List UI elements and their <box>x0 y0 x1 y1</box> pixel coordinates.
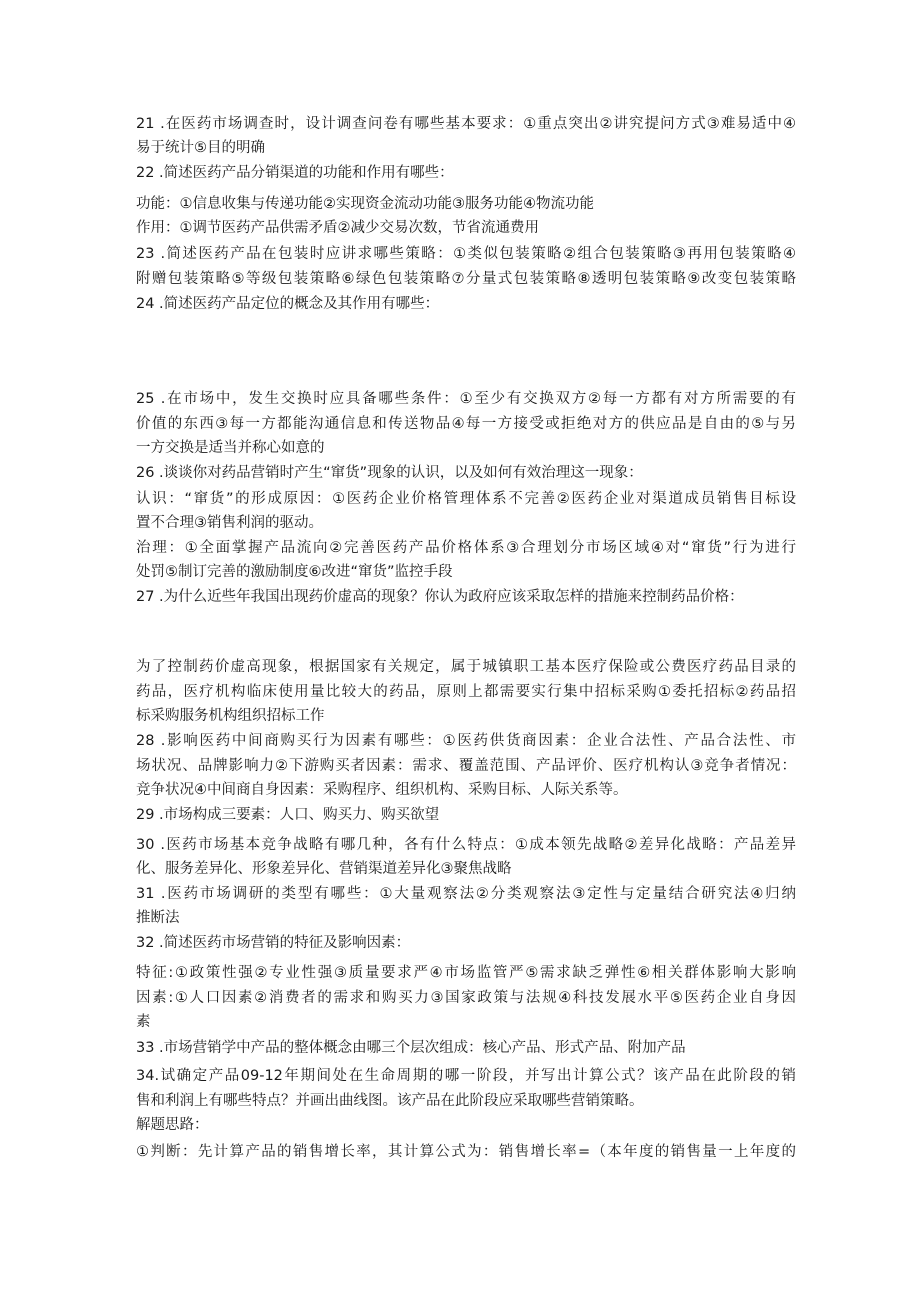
q28-line-2: 场状况、品牌影响力②下游购买者因素：需求、覆盖范围、产品评价、医疗机构认③竞争者情况： <box>136 758 796 774</box>
q22-heading: 22 .简述医药产品分销渠道的功能和作用有哪些： <box>136 165 454 181</box>
q34-line-1: 34.试确定产品09-12年期间处在生命周期的哪一阶段，并写出计算公式？该产品在此阶段的销 <box>136 1068 796 1084</box>
q27-answer-line-2: 药品，医疗机构临床使用量比较大的药品，原则上都需要实行集中招标采购①委托招标②药品招 <box>136 684 796 700</box>
q22-roles: 作用：①调节医药产品供需矛盾②减少交易次数，节省流通费用 <box>136 220 539 236</box>
solution-step-1: ①判断：先计算产品的销售增长率，其计算公式为：销售增长率=（本年度的销售量一上年度的 <box>136 1144 796 1160</box>
q25-line-1: 25 .在市场中，发生交换时应具备哪些条件：①至少有交换双方②每一方都有对方所需要的有 <box>136 391 796 407</box>
q31-line-1: 31 .医药市场调研的类型有哪些：①大量观察法②分类观察法③定性与定量结合研究法④归纳 <box>136 886 796 902</box>
q24-heading: 24 .简述医药产品定位的概念及其作用有哪些： <box>136 296 440 312</box>
q23-line-2: 附赠包装策略⑤等级包装策略⑥绿色包装策略⑦分量式包装策略⑧透明包装策略⑨改变包装策略 <box>136 271 796 287</box>
q26-heading: 26 .谈谈你对药品营销时产生“窜货”现象的认识，以及如何有效治理这一现象： <box>136 465 643 481</box>
q26-cause-line-1: 认识：“窜货”的形成原因：①医药企业价格管理体系不完善②医药企业对渠道成员销售目标设 <box>136 491 796 507</box>
q23-line-1: 23 .简述医药产品在包装时应讲求哪些策略：①类似包装策略②组合包装策略③再用包装策略④ <box>136 246 796 262</box>
q26-cause-line-2: 置不合理③销售利润的驱动。 <box>136 515 323 531</box>
q25-line-2: 价值的东西③每一方都能沟通信息和传送物品④每一方接受或拒绝对方的供应品是自由的⑤与另 <box>136 416 796 432</box>
q34-line-2: 售和利润上有哪些特点？并画出曲线图。该产品在此阶段应采取哪些营销策略。 <box>136 1093 644 1109</box>
q31-line-2: 推断法 <box>136 910 180 926</box>
q32-factors-line-1: 因素:①人口因素②消费者的需求和购买力③国家政策与法规④科技发展水平⑤医药企业自身因 <box>136 990 796 1006</box>
q29-line: 29 .市场构成三要素：人口、购买力、购买欲望 <box>136 807 440 823</box>
q26-governance-line-2: 处罚⑤制订完善的激励制度⑥改进“窜货”监控手段 <box>136 564 453 580</box>
q32-heading: 32 .简述医药市场营销的特征及影响因素： <box>136 935 411 951</box>
q27-answer-line-1: 为了控制药价虚高现象，根据国家有关规定，属于城镇职工基本医疗保险或公费医疗药品目录的 <box>136 659 796 675</box>
q32-factors-line-2: 素 <box>136 1014 151 1030</box>
q21-line-1: 21 .在医药市场调查时，设计调查问卷有哪些基本要求：①重点突出②讲究提问方式③难易适中④ <box>136 116 796 132</box>
q33-line: 33 .市场营销学中产品的整体概念由哪三个层次组成：核心产品、形式产品、附加产品 <box>136 1040 686 1056</box>
q27-answer-line-3: 标采购服务机构组织招标工作 <box>136 708 325 724</box>
q28-line-3: 竞争状况④中间商自身因素：采购程序、组织机构、采购目标、人际关系等。 <box>136 782 628 798</box>
solution-approach-label: 解题思路： <box>136 1117 209 1133</box>
q26-governance-line-1: 治理：①全面掌握产品流向②完善医药产品价格体系③合理划分市场区域④对“窜货”行为进行 <box>136 540 796 556</box>
q21-line-2: 易于统计⑤目的明确 <box>136 140 265 156</box>
q25-line-3: 一方交换是适当并称心如意的 <box>136 440 325 456</box>
q30-line-1: 30 .医药市场基本竞争战略有哪几种，各有什么特点：①成本领先战略②差异化战略：产品差异 <box>136 837 796 853</box>
q32-features-line: 特征:①政策性强②专业性强③质量要求严④市场监管严⑤需求缺乏弹性⑥相关群体影响大影响 <box>136 965 796 981</box>
q28-line-1: 28 .影响医药中间商购买行为因素有哪些：①医药供货商因素：企业合法性、产品合法性、市 <box>136 733 796 749</box>
q22-functions: 功能：①信息收集与传递功能②实现资金流动功能③服务功能④物流功能 <box>136 196 594 212</box>
q30-line-2: 化、服务差异化、形象差异化、营销渠道差异化③聚焦战略 <box>136 861 512 877</box>
q27-heading: 27 .为什么近些年我国出现药价虚高的现象？你认为政府应该采取怎样的措施来控制药品价格： <box>136 589 744 605</box>
